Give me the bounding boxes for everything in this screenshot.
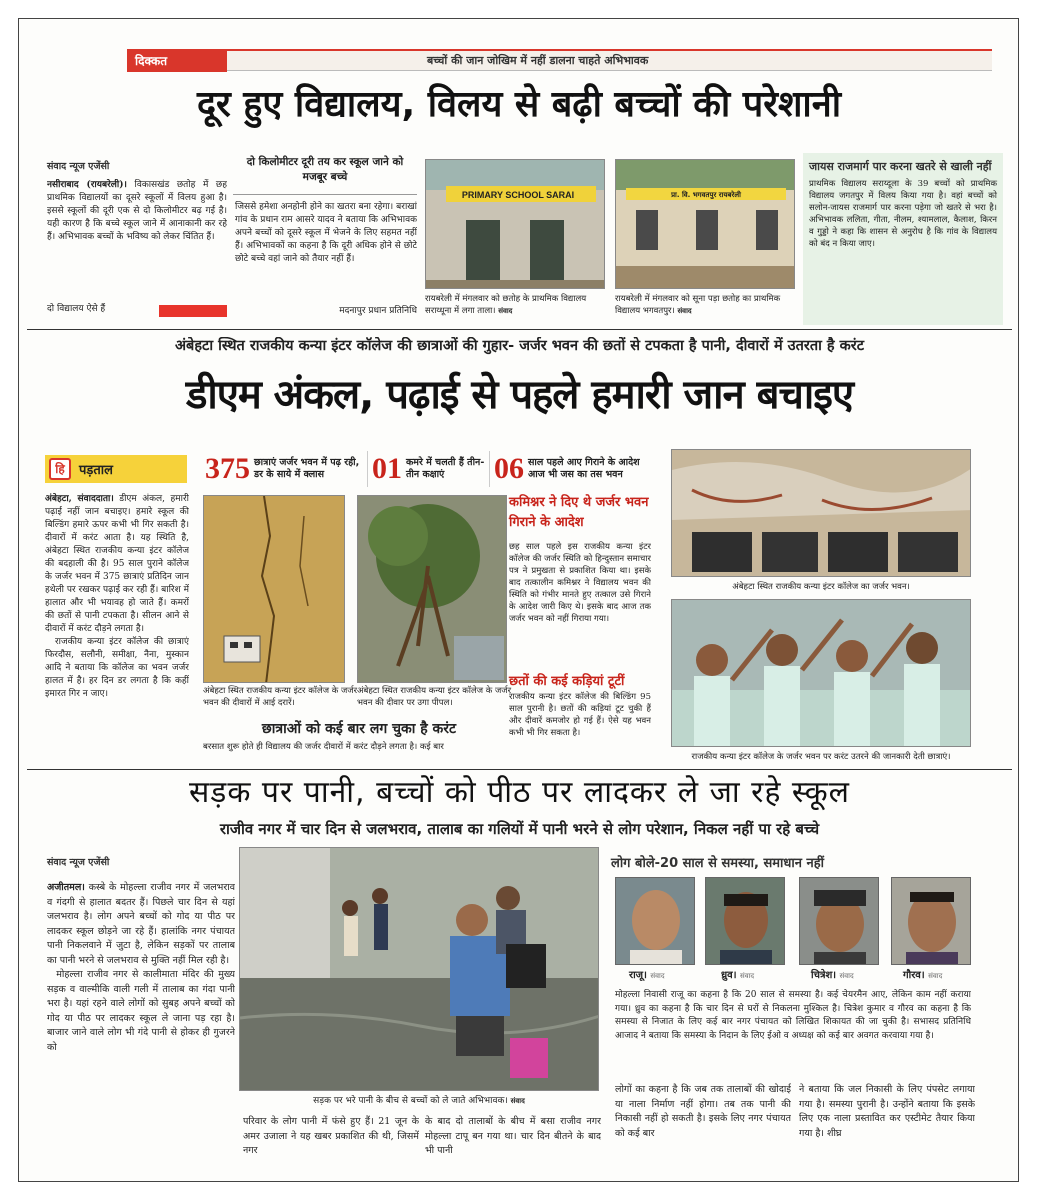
agency-line-2: संवाद न्यूज एजेंसी: [47, 857, 110, 868]
brand-logo-icon: हि: [49, 458, 71, 480]
portrait-chitresh: [799, 877, 879, 965]
commissioner-text: छह साल पहले इस राजकीय कन्या इंटर कॉलेज की जर्जर स्थिति को हिन्दुस्तान समाचार पत्र ने प्रमुखता से प्रकाशित किया था। इसके बाद तत्कालीन कमिश्नर ने विद्यालय भवन की स्थिति को गंभीर मानते हुए तत्काल उसे गिराने के आदेश जारी किए थे। इसके बाद आज तक जर्जर भवन को नहीं गिराया गया।: [509, 542, 651, 624]
college-strap: अंबेहटा स्थित राजकीय कन्या इंटर कॉलेज की छात्राओं की गुहार- जर्जर भवन की छतों से टपकता है पानी, दीवारों में उतरता है करंट: [174, 338, 865, 354]
beams-heading: छतों की कई कड़ियां टूटीं: [509, 674, 625, 689]
agency-line: संवाद न्यूज एजेंसी: [47, 161, 110, 172]
sidebar-heading: जायस राजमार्ग पार करना खतरे से खाली नहीं: [809, 160, 992, 173]
photo-students: [671, 599, 971, 747]
portrait-dhruv: [705, 877, 785, 965]
dateline: नसीराबाद (रायबरेली)।: [47, 180, 127, 190]
flood-photo-caption: सड़क पर भरे पानी के बीच से बच्चों को ले जाते अभिभावक। संवाद: [313, 1096, 525, 1106]
divider: [27, 329, 1012, 330]
school-board-text: PRIMARY SCHOOL SARAI: [461, 190, 575, 200]
photo-a-caption: अंबेहटा स्थित राजकीय कन्या इंटर कॉलेज के जर्जर भवन की दीवारों में आई दरारें।: [203, 686, 358, 708]
article-tail: दो विद्यालय ऐसे हैं: [47, 304, 106, 314]
name-dhruv: ध्रुव। संवाद: [721, 970, 755, 981]
college-article-col: अंबेहटा, संवाददाता। डीएम अंकल, हमारी पढ़ाई नहीं जान बचाइए। हमारे स्कूल की बिल्डिंग हमारे ऊपर कभी भी गिर सकती है। दीवारों में करंट आता है। यह स्थिति है, अंबेहटा स्थित राजकीय कन्या इंटर कॉलेज की बदहाली की है। 95 साल पुराने कॉलेज के जर्जर भवन में 375 छात्राएं प्रतिदिन जान हथेली पर रखकर पढ़ाई कर रही हैं। बारिश में हालात और भी भयावह हो जाते हैं। कमरों की छतों से पानी टपकता है। सीलन आने से दीवारों में करंट दौड़ने लगता है। राजकीय कन्या इंटर कॉलेज की छात्राएं फिरदौस, सलौनी, समीक्षा, नैना, मुस्कान आदि ने बताया कि कॉलेज का भवन जर्जर हालत में है। हर दिन डर लगता है कि कहीं इमारत गिर न जाए।: [45, 494, 189, 699]
photo-flooded-street: [239, 847, 599, 1091]
brand-label: पड़ताल: [79, 463, 113, 478]
waterlogging-col-5: ने बताया कि जल निकासी के लिए पंपसेट लगाया गया है। समस्या पुरानी है। उन्होंने बताया कि इसके लिए एक नाला प्रस्तावित कर एस्टीमेट तैयार किया गया है। शीघ्र: [799, 1084, 975, 1139]
redaction-mark: [159, 305, 227, 317]
section-kicker: दिक्कत: [127, 49, 227, 72]
name-chitresh: चित्रेश। संवाद: [811, 970, 854, 981]
article-tail-2: मदनापुर प्रधान प्रतिनिधि: [339, 306, 417, 316]
sidebar-text: प्राथमिक विद्यालय सराय्दूला के 39 बच्चों को प्राथमिक विद्यालय जगतपुर में विलय किया गया है। वहां बच्चों को सलोन-जायस राजमार्ग पार करना पड़ेगा जो खतरे से भरा है। अभिभावक ललिता, गीता, नीलम, श्यामलाल, कैलाश, किरन व गुड्डो ने कहा कि शासन से अनुरोध है कि गांव के विद्यालय को बंद न किया जाए।: [809, 179, 997, 249]
headline-dm-uncle: डीएम अंकल, पढ़ाई से पहले हमारी जान बचाइए: [185, 372, 854, 418]
waterlogging-col-1: अजीतमल। कस्बे के मोहल्ला राजीव नगर में जलभराव व गंदगी से हालात बदतर हैं। पिछले चार दिन से यहां जलभराव है। लोग अपने बच्चों को गोद या पीठ पर लादकर स्कूल छोड़ने जा रहे हैं। हालांकि नगर पंचायत पानी निकलवाने में जुटा है, लेकिन सड़कों पर तालाब का पानी भरने से जलभराव से मुक्ति नहीं मिल रही है। मोहल्ला राजीव नगर से कालीमाता मंदिर की मुख्य सड़क व वाल्मीकि वाली गली में तालाब का गंदा पानी भरा है। यहां रहने वाले लोगों को सुबह अपने बच्चों को गोद या पीठ पर लादकर स्कूल ले जाना पड़ रहा है। बाजार जाने वाले लोग भी गंदे पानी से होकर ही गुजरने को: [47, 882, 235, 1053]
portrait-raju: [615, 877, 695, 965]
photo-b-caption: अंबेहटा स्थित राजकीय कन्या इंटर कॉलेज के जर्जर भवन की दीवार पर उगा पीपल।: [357, 686, 512, 708]
subheading: दो किलोमीटर दूरी तय कर स्कूल जाने को मजबूर बच्चे: [233, 155, 417, 195]
commissioner-heading: कमिश्नर ने दिए थे जर्जर भवन गिराने के आदेश: [509, 495, 649, 530]
sidebar-box: [803, 153, 1003, 325]
photo-empty-school: [615, 159, 795, 289]
waterlogging-strap: राजीव नगर में चार दिन से जलभराव, तालाब का गलियों में पानी भरने से लोग परेशान, निकल नहीं पा रहे बच्चे: [219, 820, 820, 838]
waterlogging-col-2: परिवार के लोग पानी में फंसे हुए हैं। 21 जून के अमर उजाला ने यह खबर प्रकाशित की थी, जिसमें नगर: [243, 1116, 419, 1156]
photo-cracked-wall: [203, 495, 345, 683]
waterlogging-col-4: लोगों का कहना है कि जब तक तालाबों की खोदाई या नाला निर्माण नहीं होगा। तब तक पानी की निकासी नहीं हो सकती है। इसके लिए नगर पंचायत को कई बार: [615, 1084, 791, 1139]
name-gaurav: गौरव। संवाद: [903, 970, 943, 981]
stat-rooms: 01 कमरे में चलती हैं तीन-तीन कक्षाएं: [367, 451, 485, 487]
strap: बच्चों की जान जोखिम में नहीं डालना चाहते अभिभावक: [227, 49, 992, 71]
name-raju: राजू। संवाद: [629, 970, 665, 981]
school-board-text-2: प्रा. वि. भगवतपुर रायबरेली: [671, 191, 741, 199]
headline-merger: दूर हुए विद्यालय, विलय से बढ़ी बच्चों की परेशानी: [196, 84, 842, 125]
beams-text: राजकीय कन्या इंटर कॉलेज की बिल्डिंग 95 साल पुरानी है। छतों की कड़ियां टूट चुकी हैं और दीवारें कमजोर हो गई हैं। ऐसे यह भवन कभी भी गिर सकता है।: [509, 692, 651, 738]
people-heading: लोग बोले-20 साल से समस्या, समाधान नहीं: [611, 856, 824, 871]
stat-students: 375 छात्राएं जर्जर भवन में पढ़ रही, डर के साये में क्लास: [205, 452, 360, 485]
portrait-gaurav: [891, 877, 971, 965]
waterlogging-col-3: के बाद दो तालाबों के बीच में बसा राजीव नगर मोहल्ला टापू बन गया था। चार दिन बीतने के बाद भी पानी: [425, 1116, 601, 1156]
current-heading: छात्राओं को कई बार लग चुका है करंट: [261, 721, 457, 737]
divider-2: [27, 769, 1012, 770]
article-col-2: जिससे हमेशा अनहोनी होने का खतरा बना रहेगा। बराखां गांव के प्रधान राम आसरे यादव ने बताया कि अभिभावक अपने बच्चों को दूसरे स्कूल में भेजने के लिए सहमत नहीं हैं। अभिभावकों का कहना है कि दूरी अधिक होने से छोटे छोटे बच्चे वहां जाने को तैयार नहीं हैं।: [235, 202, 417, 264]
photo-peepal-tree: [357, 495, 507, 683]
people-quotes: मोहल्ला निवासी राजू का कहना है कि 20 साल से समस्या है। कई चेयरमैन आए, लेकिन काम नहीं कराया गया। ध्रुव का कहना है कि चार दिन से घरों से निकलना मुश्किल है। चित्रेश कुमार व गौरव का कहना है कि समस्या से निजात के लिए कई बार नगर पंचायत को लिखित शिकायत की जा चुकी है। सभासद प्रतिनिधि आजाद ने बताया कि समस्या के निदान के लिए ईओ व अध्यक्ष को कई बार अवगत करवाया गया है।: [615, 990, 971, 1041]
brand-tag: [45, 455, 187, 483]
article-text: विकासखंड छतोह में छह प्राथमिक विद्यालयों का दूसरे स्कूलों में विलय हुआ है। इससे स्कूलों की दूरी एक से दो किलोमीटर बढ़ गई है। यही कारण है कि बच्चे स्कूल जाने में आनाकानी कर रहे हैं। अभिभावक बच्चों के भविष्य को लेकर चिंतित हैं।: [47, 180, 227, 242]
photo-damaged-ceiling: [671, 449, 971, 577]
article-col-1: [47, 179, 227, 299]
stat-years: 06 साल पहले आए गिराने के आदेश आज भी जस का तस भवन: [489, 451, 659, 487]
current-text: बरसात शुरू होते ही विद्यालय की जर्जर दीवारों में करंट दौड़ने लगता है। कई बार: [203, 742, 444, 752]
photo-d-caption: राजकीय कन्या इंटर कॉलेज के जर्जर भवन पर करंट उतरने की जानकारी देती छात्राएं।: [691, 752, 951, 762]
headline-waterlogging: सड़क पर पानी, बच्चों को पीठ पर लादकर ले जा रहे स्कूल: [189, 775, 850, 810]
photo2-caption: रायबरेली में मंगलवार को सूना पड़ा छतोह का प्राथमिक विद्यालय भगवतपुर। संवाद: [615, 294, 781, 316]
photo-c-caption: अंबेहटा स्थित राजकीय कन्या इंटर कॉलेज का जर्जर भवन।: [732, 582, 910, 592]
newspaper-page: [18, 18, 1019, 1182]
photo1-caption: रायबरेली में मंगलवार को छतोह के प्राथमिक विद्यालय सराय्धूना में लगा ताला। संवाद: [425, 294, 587, 316]
photo-locked-school: [425, 159, 605, 289]
